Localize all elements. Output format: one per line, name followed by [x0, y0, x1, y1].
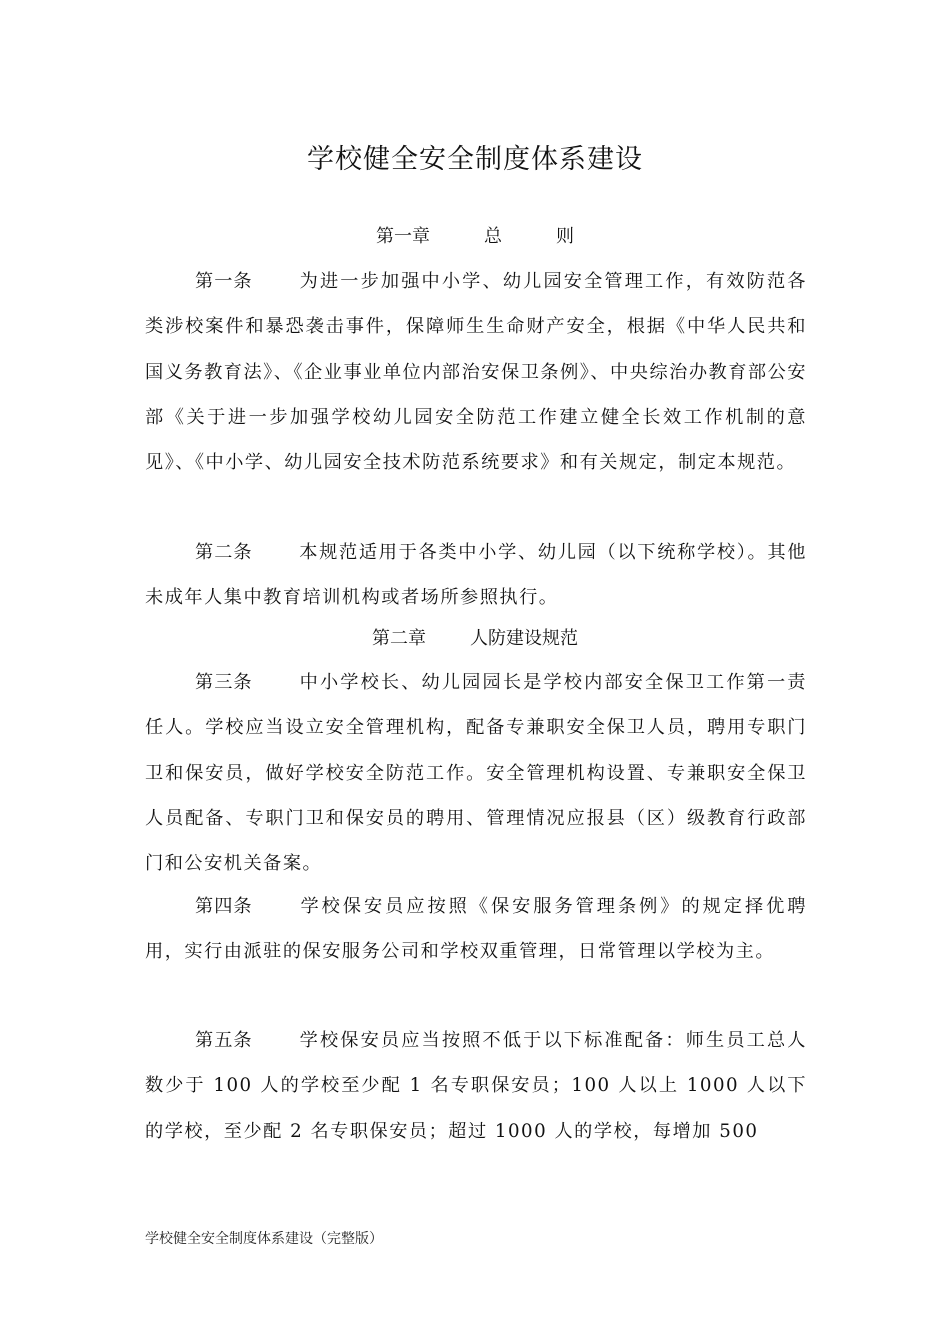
- chapter-1-label: 第一章: [376, 226, 430, 247]
- article-2-number: 第二条: [195, 542, 253, 563]
- chapter-1-heading: [0, 222, 950, 252]
- chapter-1-title-part1: 总: [484, 226, 502, 247]
- article-4-text: 学校保安员应按照《保安服务管理条例》的规定择优聘用，实行由派驻的保安服务公司和学校双重管理，日常管理以学校为主。: [145, 896, 807, 963]
- article-4: [145, 884, 807, 975]
- article-3-number: 第三条: [195, 672, 253, 693]
- article-2-text: 本规范适用于各类中小学、幼儿园（以下统称学校）。其他未成年人集中教育培训机构或者场所参照执行。: [145, 542, 807, 609]
- article-1-text: 为进一步加强中小学、幼儿园安全管理工作，有效防范各类涉校案件和暴恐袭击事件，保障师生生命财产安全，根据《中华人民共和国义务教育法》、《企业事业单位内部治安保卫条例》、中央综治办教育部公安部《关于进一步加强学校幼儿园安全防范工作建立健全长效工作机制的意见》、《中小学、幼儿园安全技术防范系统要求》和有关规定，制定本规范。: [145, 271, 807, 474]
- document-title: 学校健全安全制度体系建设: [307, 144, 643, 175]
- article-5-number: 第五条: [195, 1030, 253, 1051]
- article-2: [145, 530, 807, 621]
- article-3-text: 中小学校长、幼儿园园长是学校内部安全保卫工作第一责任人。学校应当设立安全管理机构，配备专兼职安全保卫人员，聘用专职门卫和保安员，做好学校安全防范工作。安全管理机构设置、专兼职安全保卫人员配备、专职门卫和保安员的聘用、管理情况应报县（区）级教育行政部门和公安机关备案。: [145, 672, 807, 875]
- article-1-number: 第一条: [195, 271, 253, 292]
- article-1: [145, 259, 807, 485]
- article-4-number: 第四条: [195, 896, 253, 917]
- chapter-1-title-part2: 则: [556, 226, 574, 247]
- chapter-2-heading: [0, 624, 950, 654]
- chapter-2-title: 人防建设规范: [470, 628, 578, 649]
- article-3: [145, 660, 807, 886]
- page-footer: 学校健全安全制度体系建设（完整版）: [145, 1231, 383, 1247]
- article-5-text: 学校保安员应当按照不低于以下标准配备：师生员工总人数少于 100 人的学校至少配 1 名专职保安员；100 人以上 1000 人以下的学校，至少配 2 名专职保安员；超过 1000 人的学校，每增加 500: [145, 1030, 807, 1142]
- chapter-2-label: 第二章: [372, 628, 426, 649]
- article-5: [145, 1018, 807, 1154]
